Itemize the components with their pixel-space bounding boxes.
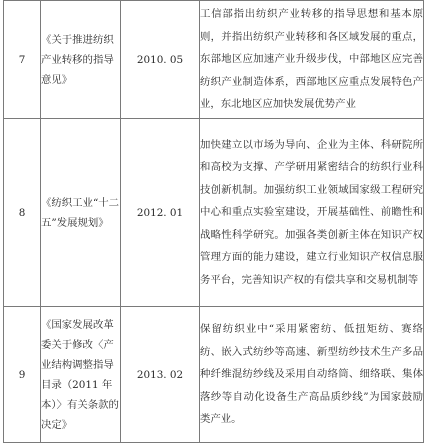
- policy-content: 加快建立以市场为导向、企业为主体、科研院所和高校为支撑、产学研用紧密结合的纺织行业科技创新机制。加强纺织工业领域国家级工程研究中心和重点实验室建设，开展基础性、前瞻性和战略性科学研究。加强各类创新主体在知识产权管理方面的能力建设，建立行业知识产权信息服务平台，完善知识产权的有偿共享和交易机制等: [200, 119, 424, 307]
- policy-document-name: 《关于推进纺织产业转移的指导意见》: [41, 1, 121, 119]
- policy-document-name: 《纺织工业“十二五”发展规划》: [41, 119, 121, 307]
- table-row: [4, 1, 424, 119]
- row-number: 9: [4, 307, 41, 443]
- row-number: 8: [4, 119, 41, 307]
- issue-date: 2013. 02: [121, 307, 200, 443]
- policy-content: 工信部指出纺织产业转移的指导思想和基本原则，并指出纺织产业转移和各区域发展的重点，东部地区应加速产业升级步伐，中部地区应完善纺织产业制造体系，西部地区应重点发展特色产业，东北地区应加快发展优势产业: [200, 1, 424, 119]
- policy-document-name: 《国家发展改革委关于修改〈产业结构调整指导目录（2011 年本）〉有关条款的决定》: [41, 307, 121, 443]
- table-row: [4, 119, 424, 307]
- issue-date: 2012. 01: [121, 119, 200, 307]
- policy-table: [3, 0, 424, 443]
- policy-content: 保留纺织业中“采用紧密纺、低扭矩纺、赛络纺、嵌入式纺纱等高速、新型纺纱技术生产多品种纤维混纺纱线及采用自动络筒、细络联、集体落纱等自动化设备生产高品质纱线”为国家鼓励类产业。: [200, 307, 424, 443]
- table-row: [4, 307, 424, 443]
- issue-date: 2010. 05: [121, 1, 200, 119]
- row-number: 7: [4, 1, 41, 119]
